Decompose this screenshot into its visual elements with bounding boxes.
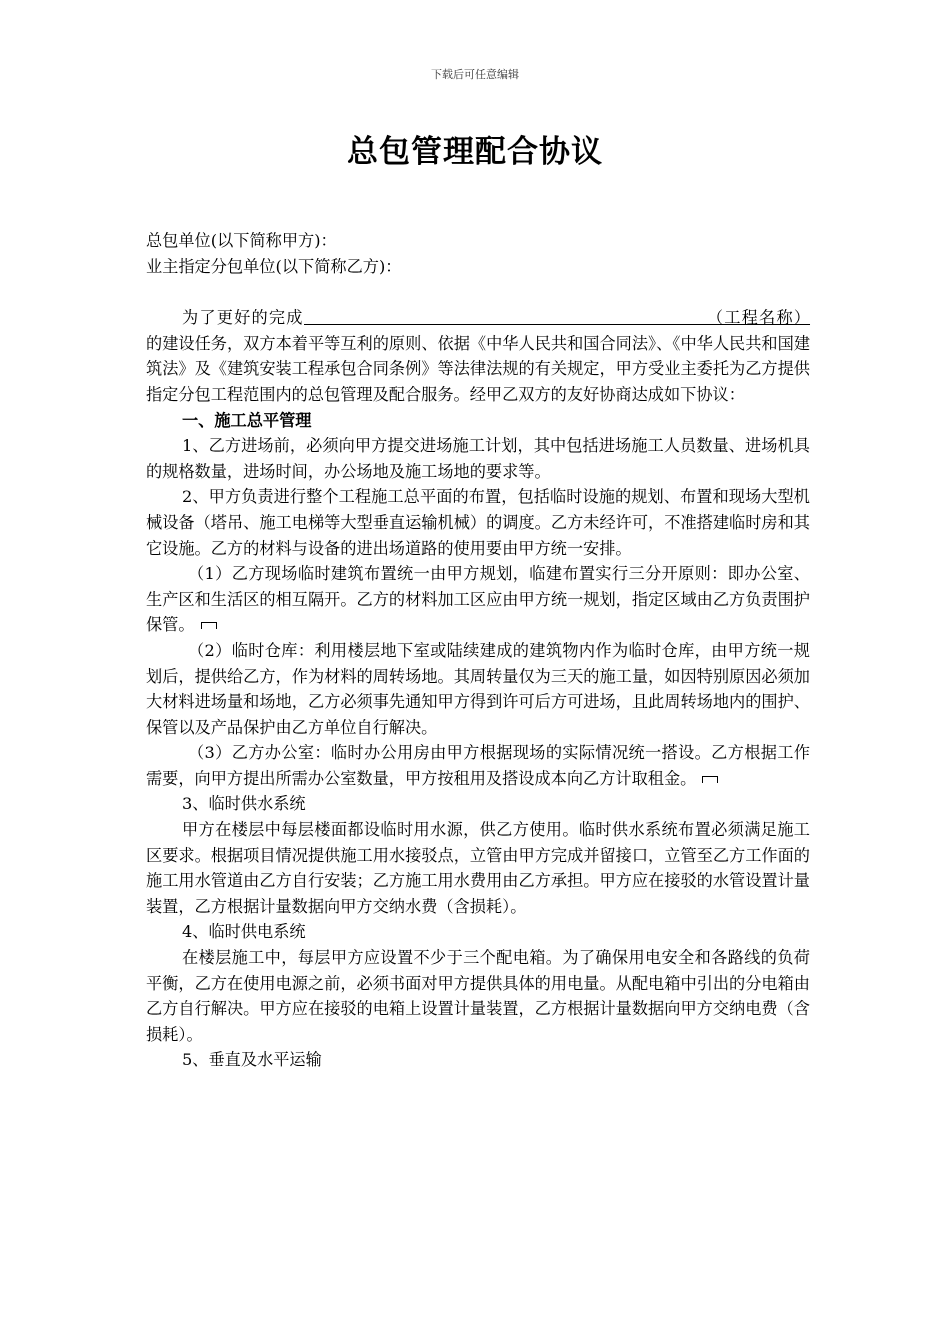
party-a-line: 总包单位(以下简称甲方)： xyxy=(146,231,337,250)
sub-item-1-paragraph xyxy=(146,561,810,638)
edit-mark-icon xyxy=(702,776,718,783)
item-1-paragraph: 1、乙方进场前，必须向甲方提交进场施工计划，其中包括进场施工人员数量、进场机具的规格数量，进场时间，办公场地及施工场地的要求等。 xyxy=(146,436,810,481)
project-name-label: （工程名称） xyxy=(705,308,811,328)
page-header: 下载后可任意编辑 xyxy=(431,68,519,81)
item-3-heading: 3、临时供水系统 xyxy=(182,794,306,814)
sub-item-1-text: （1）乙方现场临时建筑布置统一由甲方规划，临建布置实行三分开原则：即办公室、生产区和生活区的相互隔开。乙方的材料加工区应由甲方统一规划，指定区域由乙方负责围护保管。 xyxy=(146,564,810,635)
intro-before-blank: 为了更好的完成 xyxy=(182,308,304,328)
item-5-heading: 5、垂直及水平运输 xyxy=(182,1050,322,1070)
document-title: 总包管理配合协议 xyxy=(347,134,603,170)
item-4-heading: 4、临时供电系统 xyxy=(182,922,306,942)
party-b-line: 业主指定分包单位(以下简称乙方)： xyxy=(146,256,402,276)
item-2-paragraph: 2、甲方负责进行整个工程施工总平面的布置，包括临时设施的规划、布置和现场大型机械设备（塔吊、施工电梯等大型垂直运输机械）的调度。乙方未经许可，不准搭建临时房和其它设施。乙方的材料与设备的进出场道路的使用要由甲方统一安排。 xyxy=(146,487,810,558)
item-3-paragraph: 甲方在楼层中每层楼面都设临时用水源，供乙方使用。临时供水系统布置必须满足施工区要求。根据项目情况提供施工用水接驳点，立管由甲方完成并留接口，立管至乙方工作面的施工用水管道由乙方自行安装；乙方施工用水费用由乙方承担。甲方应在接驳的水管设置计量装置，乙方根据计量数据向甲方交纳水费（含损耗）。 xyxy=(146,820,810,916)
document-body xyxy=(146,228,810,1073)
section-1-heading: 一、施工总平管理 xyxy=(182,410,312,430)
intro-paragraph xyxy=(146,305,810,407)
item-4-paragraph: 在楼层施工中，每层甲方应设置不少于三个配电箱。为了确保用电安全和各路线的负荷平衡，乙方在使用电源之前，必须书面对甲方提供具体的用电量。从配电箱中引出的分电箱由乙方自行解决。甲方应在接驳的电箱上设置计量装置，乙方根据计量数据向甲方交纳电费（含损耗）。 xyxy=(146,948,810,1044)
edit-mark-icon xyxy=(201,622,217,629)
project-name-blank xyxy=(304,323,706,325)
spacer xyxy=(146,279,810,305)
sub-item-3-paragraph xyxy=(146,740,810,791)
sub-item-2-paragraph: （2）临时仓库：利用楼层地下室或陆续建成的建筑物内作为临时仓库，由甲方统一规划后，提供给乙方，作为材料的周转场地。其周转量仅为三天的施工量，如因特别原因必须加大材料进场量和场地，乙方必须事先通知甲方得到许可后方可进场，且此周转场地内的围护、保管以及产品保护由乙方单位自行解决。 xyxy=(146,640,810,737)
intro-after-label: 的建设任务，双方本着平等互利的原则、依据《中华人民共和国合同法》、《中华人民共和国建筑法》及《建筑安装工程承包合同条例》等法律法规的有关规定，甲方受业主委托为乙方提供指定分包工程范围内的总包管理及配合服务。经甲乙双方的友好协商达成如下协议： xyxy=(146,333,810,404)
sub-item-3-text: （3）乙方办公室：临时办公用房由甲方根据现场的实际情况统一搭设。乙方根据工作需要，向甲方提出所需办公室数量，甲方按租用及搭设成本向乙方计取租金。 xyxy=(146,743,810,788)
